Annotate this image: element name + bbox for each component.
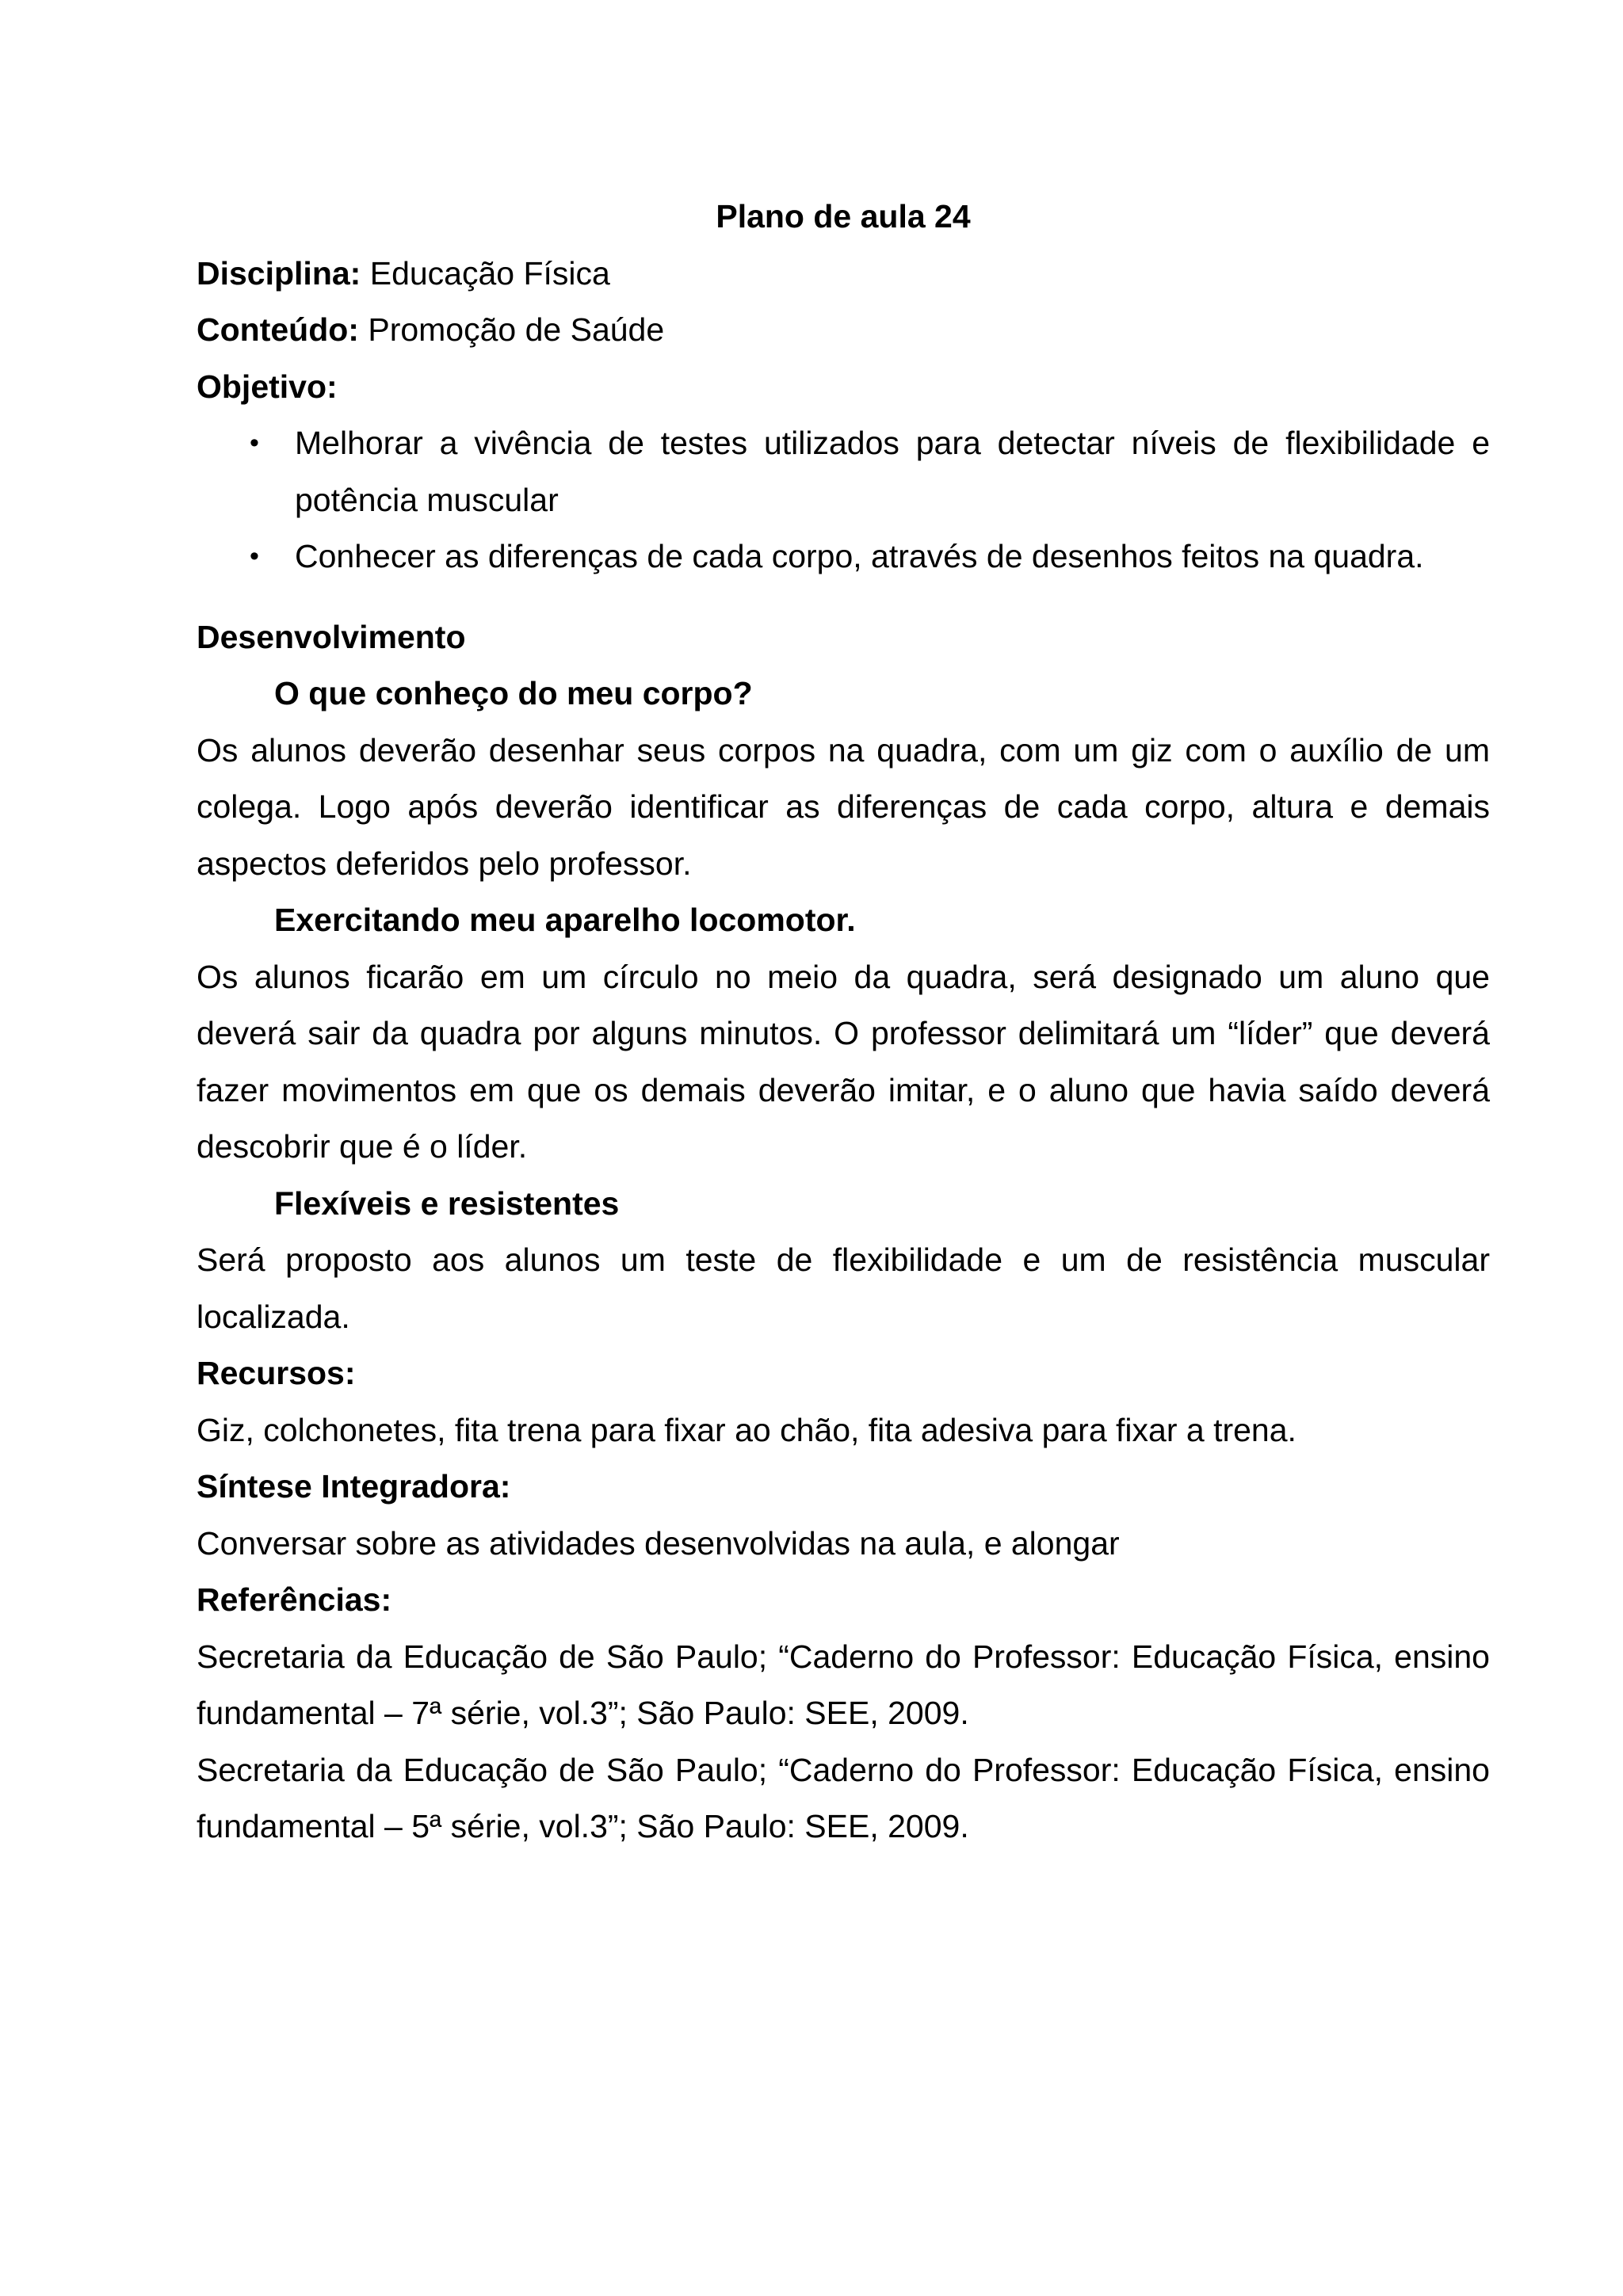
disciplina-line bbox=[197, 246, 1490, 303]
section-heading: Flexíveis e resistentes bbox=[274, 1184, 620, 1222]
bullet-icon: • bbox=[250, 428, 259, 458]
reference-item: Secretaria da Educação de São Paulo; “Caderno do Professor: Educação Física, ensino fundamental – 5ª série, vol.3”; São Paulo: SEE, 2009. bbox=[197, 1751, 1490, 1844]
objetivo-item-text: Melhorar a vivência de testes utilizados para detectar níveis de flexibilidade e potência muscular bbox=[295, 425, 1490, 518]
section-heading: Exercitando meu aparelho locomotor. bbox=[274, 902, 856, 938]
conteudo-label: Conteúdo: bbox=[197, 311, 359, 348]
objetivo-item-text: Conhecer as diferenças de cada corpo, através de desenhos feitos na quadra. bbox=[295, 538, 1424, 574]
objetivo-label: Objetivo: bbox=[197, 368, 338, 405]
disciplina-value: Educação Física bbox=[361, 254, 610, 292]
objetivo-item bbox=[197, 528, 1490, 585]
objetivo-list bbox=[197, 415, 1490, 585]
conteudo-line bbox=[197, 302, 1490, 359]
reference-item: Secretaria da Educação de São Paulo; “Caderno do Professor: Educação Física, ensino fundamental – 7ª série, vol.3”; São Paulo: SEE, 2009. bbox=[197, 1638, 1490, 1731]
bullet-icon: • bbox=[250, 541, 259, 571]
sintese-text: Conversar sobre as atividades desenvolvidas na aula, e alongar bbox=[197, 1524, 1120, 1562]
sintese-label: Síntese Integradora: bbox=[197, 1468, 511, 1505]
document-page bbox=[197, 189, 1490, 1855]
desenvolvimento-label: Desenvolvimento bbox=[197, 618, 466, 655]
conteudo-value: Promoção de Saúde bbox=[358, 311, 665, 348]
section-text: Os alunos ficarão em um círculo no meio da quadra, será designado um aluno que deverá sair da quadra por alguns minutos. O professor delimitará um “líder” que deverá fazer movimentos em que os demais deverão imitar, e o aluno que havia saído deverá descobrir que é o líder. bbox=[197, 958, 1490, 1165]
recursos-label: Recursos: bbox=[197, 1355, 356, 1391]
section-text: Será proposto aos alunos um teste de flexibilidade e um de resistência muscular localizada. bbox=[197, 1241, 1490, 1335]
disciplina-label: Disciplina: bbox=[197, 254, 361, 292]
page-title: Plano de aula 24 bbox=[716, 198, 971, 235]
objetivo-item bbox=[197, 415, 1490, 528]
recursos-text: Giz, colchonetes, fita trena para fixar ao chão, fita adesiva para fixar a trena. bbox=[197, 1411, 1296, 1448]
referencias-label: Referências: bbox=[197, 1581, 392, 1618]
section-text: Os alunos deverão desenhar seus corpos na quadra, com um giz com o auxílio de um colega. Logo após deverão identificar as diferenças de cada corpo, altura e demais aspectos deferidos pelo professor. bbox=[197, 731, 1490, 882]
section-heading: O que conheço do meu corpo? bbox=[274, 675, 753, 711]
spacer bbox=[197, 585, 1490, 609]
